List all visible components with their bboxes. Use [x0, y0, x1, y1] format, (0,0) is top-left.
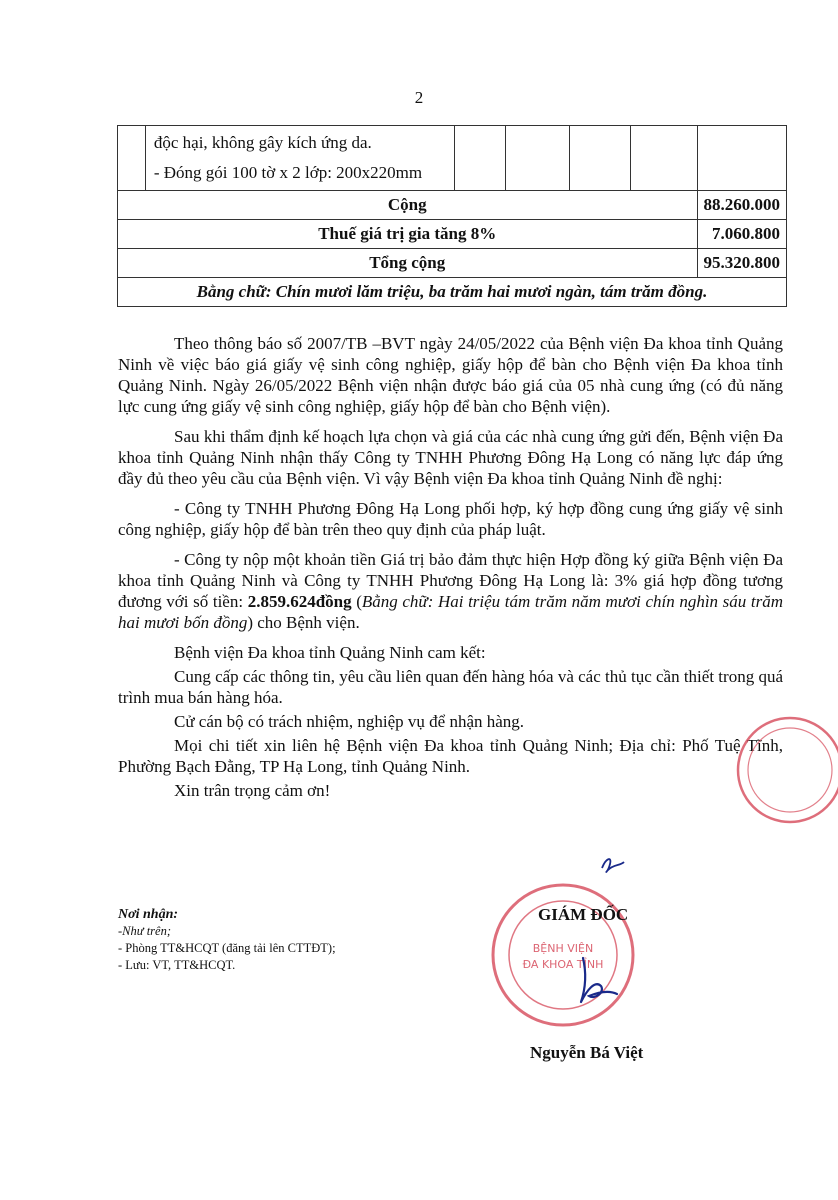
recipient-item: - Lưu: VT, TT&HCQT. [118, 958, 236, 972]
quotation-table [117, 125, 787, 307]
guarantee-text: - Công ty nộp một khoản tiền Giá trị bảo đảm thực hiện Hợp đồng ký giữa Bệnh viện Đa khoa tỉnh Quảng Ninh và Công ty TNHH Phương Đông Hạ Long là: 3% giá hợp đồng tương đương với số tiền: [118, 550, 783, 611]
subtotal-label: Cộng [118, 191, 698, 220]
vat-value: 7.060.800 [697, 220, 787, 249]
signer-title: GIÁM ĐỐC [538, 905, 629, 924]
seal-line: BỆNH VIỆN [532, 942, 594, 955]
letter-body [118, 333, 783, 804]
recipients-block [118, 906, 336, 974]
paragraph: Bệnh viện Đa khoa tỉnh Quảng Ninh cam kết: [174, 643, 486, 662]
item-description-line: - Đóng gói 100 tờ x 2 lớp: 200x220mm [153, 163, 423, 182]
recipient-item: - Phòng TT&HCQT (đăng tải lên CTTĐT); [118, 941, 336, 955]
paragraph-guarantee [118, 549, 783, 633]
total-row [118, 249, 787, 278]
vat-label: Thuế giá trị gia tăng 8% [118, 220, 698, 249]
paragraph: Cung cấp các thông tin, yêu cầu liên quan đến hàng hóa và các thủ tục cần thiết trong quá trình mua bán hàng hóa. [118, 667, 783, 707]
item-description-line: độc hại, không gây kích ứng da. [153, 133, 372, 152]
guarantee-amount: 2.859.624đồng [247, 592, 352, 611]
signature-icon [565, 950, 625, 1010]
item-description [145, 126, 455, 191]
paragraph: - Công ty TNHH Phương Đông Hạ Long phối hợp, ký hợp đồng cung ứng giấy vệ sinh công nghiệp, giấy hộp để bàn trên theo quy định của pháp luật. [118, 499, 783, 539]
guarantee-in-words: Bằng chữ: Hai triệu tám trăm năm mươi chín nghìn sáu trăm hai mươi bốn đồng [118, 592, 784, 632]
vat-row [118, 220, 787, 249]
paragraph: Theo thông báo số 2007/TB –BVT ngày 24/05/2022 của Bệnh viện Đa khoa tỉnh Quảng Ninh về việc báo giá giấy vệ sinh công nghiệp, giấy hộp để bàn cho Bệnh viện Đa khoa tỉnh Quảng Ninh. Ngày 26/05/2022 Bệnh viện nhận được báo giá của 05 nhà cung ứng (có đủ năng lực cung ứng giấy vệ sinh công nghiệp, giấy hộp để bàn cho Bệnh viện). [118, 334, 783, 416]
total-in-words: Bằng chữ: Chín mươi lăm triệu, ba trăm hai mươi ngàn, tám trăm đồng. [118, 278, 787, 307]
recipients-heading: Nơi nhận: [118, 907, 179, 922]
seal-line: ĐA KHOA TỈNH [522, 958, 604, 971]
subtotal-row [118, 191, 787, 220]
paragraph: Mọi chi tiết xin liên hệ Bệnh viện Đa khoa tỉnh Quảng Ninh; Địa chỉ: Phố Tuệ Tĩnh, Phường Bạch Đằng, TP Hạ Long, tỉnh Quảng Ninh. [118, 736, 783, 776]
initial-mark-icon [598, 852, 628, 878]
guarantee-open: ( [351, 592, 362, 611]
subtotal-value: 88.260.000 [697, 191, 787, 220]
total-label: Tổng cộng [118, 249, 698, 278]
partial-stamp-icon [725, 710, 838, 830]
paragraph: Cử cán bộ có trách nhiệm, nghiệp vụ để nhận hàng. [174, 712, 525, 731]
total-value: 95.320.800 [697, 249, 787, 278]
recipient-item: -Như trên; [118, 924, 171, 938]
guarantee-end: ) cho Bệnh viện. [247, 613, 360, 632]
paragraph: Sau khi thẩm định kế hoạch lựa chọn và giá của các nhà cung ứng gửi đến, Bệnh viện Đa khoa tỉnh Quảng Ninh nhận thấy Công ty TNHH Phương Đông Hạ Long có năng lực đáp ứng đầy đủ theo yêu cầu của Bệnh viện. Vì vậy Bệnh viện Đa khoa tỉnh Quảng Ninh đề nghị: [118, 427, 783, 488]
page-number: 2 [414, 88, 424, 107]
table-row [118, 126, 787, 191]
in-words-row [118, 278, 787, 307]
paragraph: Xin trân trọng cảm ơn! [174, 781, 331, 800]
signer-name: Nguyễn Bá Việt [530, 1043, 644, 1062]
